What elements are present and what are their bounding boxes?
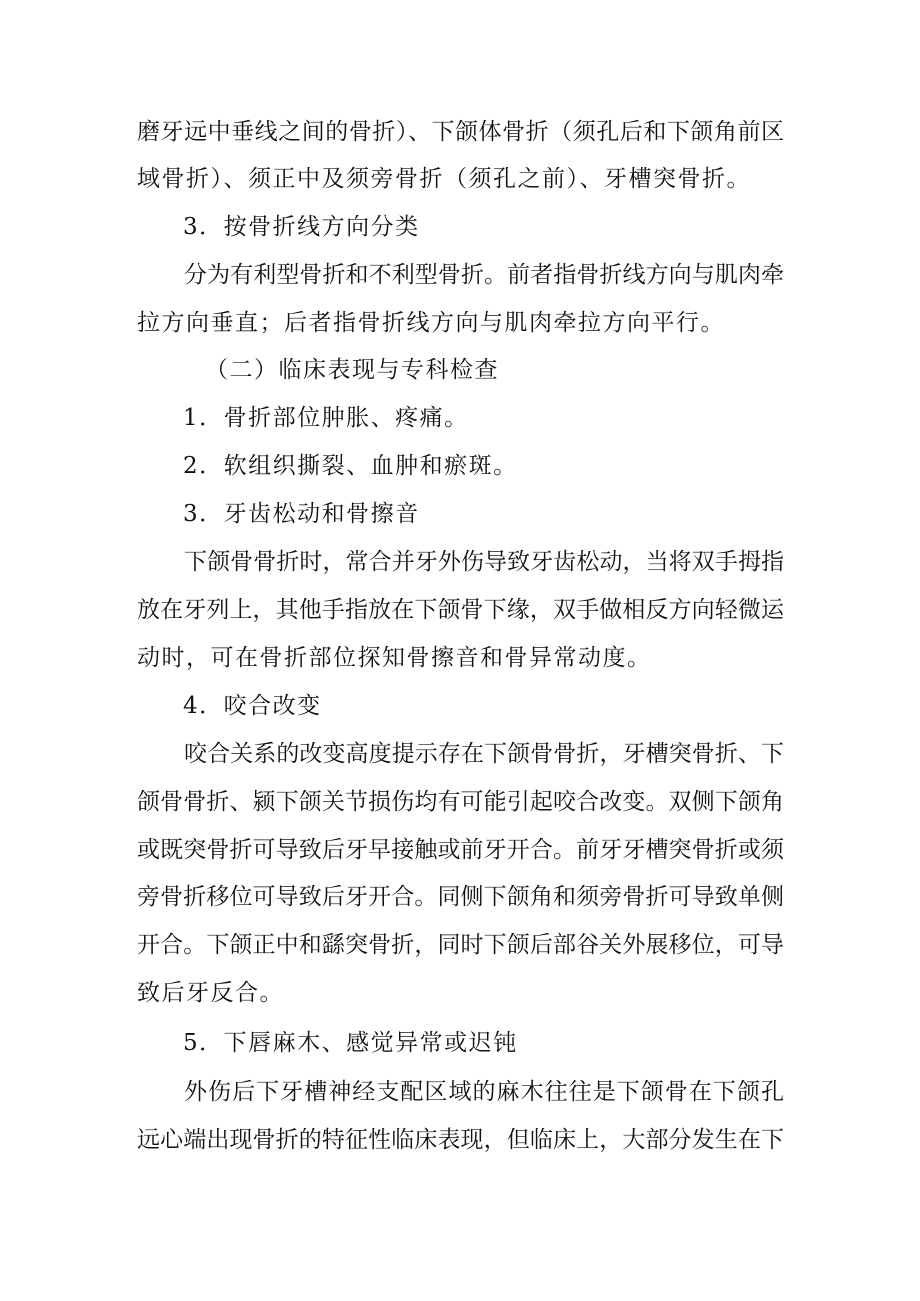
- text-line-12: 动时，可在骨折部位探知骨擦音和骨异常动度。: [137, 645, 652, 671]
- text-line-10: 下颌骨骨折时，常合并牙外伤导致牙齿松动，当将双手拇指: [184, 549, 784, 575]
- text-line-19: 致后牙反合。: [137, 980, 284, 1006]
- text-line-16: 或既突骨折可导致后牙早接触或前牙开合。前牙牙槽突骨折或须: [137, 837, 784, 863]
- list-item-3-heading: 3．牙齿松动和骨擦音: [183, 501, 420, 527]
- text-line-5: 拉方向垂直；后者指骨折线方向与肌肉牵拉方向平行。: [137, 310, 725, 336]
- text-line-22: 远心端出现骨折的特征性临床表现，但临床上，大部分发生在下: [137, 1127, 784, 1153]
- text-line-21: 外伤后下牙槽神经支配区域的麻木往往是下颌骨在下颌孔: [184, 1079, 784, 1105]
- list-item-4-heading: 4．咬合改变: [183, 693, 322, 719]
- text-line-2: 域骨折）、须正中及须旁骨折（须孔之前）、牙槽突骨折。: [137, 166, 751, 192]
- text-line-18: 开合。下颌正中和繇突骨折，同时下颌后部谷关外展移位，可导: [137, 932, 784, 958]
- text-line-4: 分为有利型骨折和不利型骨折。前者指骨折线方向与肌肉牵: [184, 262, 784, 288]
- list-item-1: 1．骨折部位肿胀、疼痛。: [183, 405, 469, 431]
- section-heading-fracture-line-direction: 3．按骨折线方向分类: [183, 214, 420, 240]
- text-line-14: 咬合关系的改变高度提示存在下颌骨骨折，牙槽突骨折、下: [184, 741, 784, 767]
- list-item-5-heading: 5．下唇麻木、感觉异常或迟钝: [183, 1030, 518, 1056]
- text-line-15: 颌骨骨折、颍下颌关节损伤均有可能引起咬合改变。双侧下颌角: [137, 789, 784, 815]
- text-line-1: 磨牙远中垂线之间的骨折）、下颌体骨折（须孔后和下颌角前区: [137, 119, 784, 145]
- text-line-11: 放在牙列上，其他手指放在下颌骨下缘，双手做相反方向轻微运: [137, 597, 784, 623]
- list-item-2: 2．软组织撕裂、血肿和瘀斑。: [183, 453, 518, 479]
- section-heading-clinical-manifestations: （二）临床表现与专科检查: [205, 357, 499, 383]
- text-line-17: 旁骨折移位可导致后牙开合。同侧下颌角和须旁骨折可导致单侧: [137, 884, 784, 910]
